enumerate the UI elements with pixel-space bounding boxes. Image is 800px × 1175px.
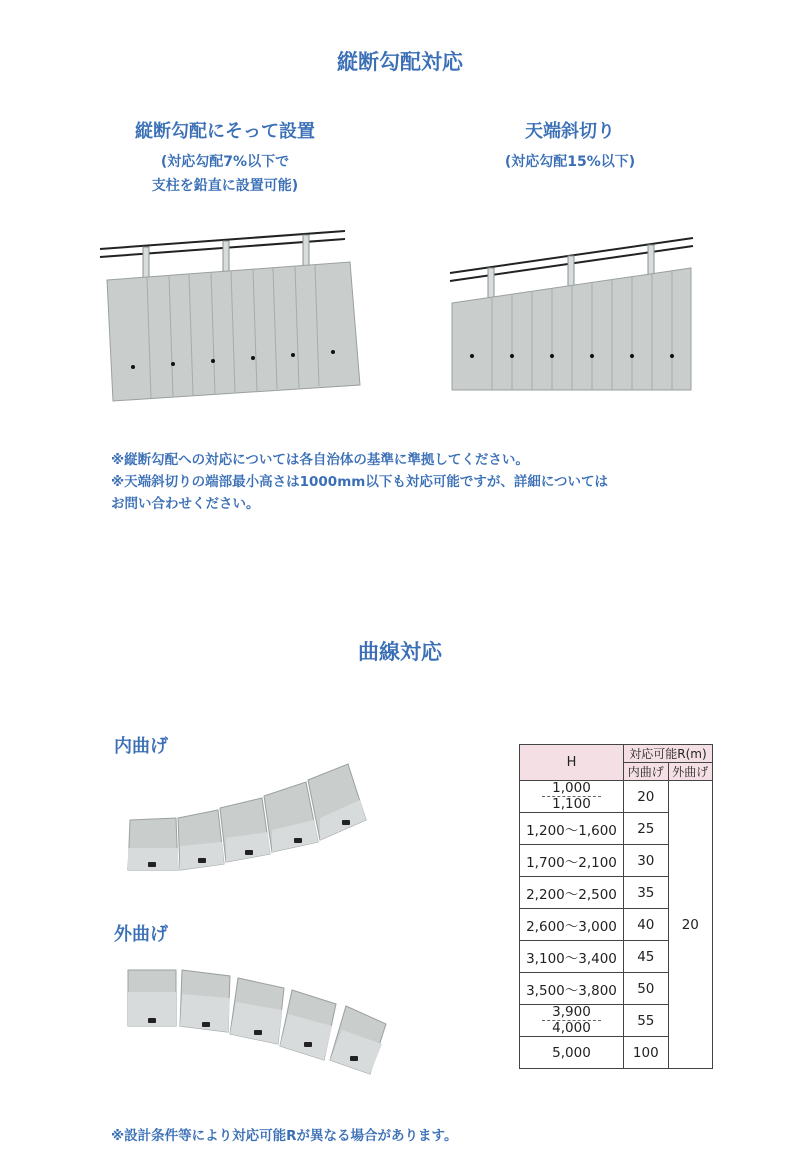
inner-r-value: 45: [623, 941, 668, 973]
inner-r-value: 35: [623, 877, 668, 909]
slope-follow-note-1: (対応勾配7%以下で: [160, 154, 290, 170]
inner-r-value: 50: [623, 973, 668, 1005]
inner-r-value: 55: [623, 1005, 668, 1037]
header-radius: 対応可能R(m): [623, 745, 712, 763]
h-value: 3,100～3,400: [520, 941, 624, 973]
h-value-top: 1,000: [542, 781, 601, 797]
h-value: 1,200～1,600: [520, 813, 624, 845]
slope-follow-fence-illustration: [95, 225, 365, 405]
h-value: 5,000: [520, 1037, 624, 1069]
outer-curve-illustration: [120, 962, 400, 1077]
curve-radius-table: [519, 744, 713, 1069]
h-value: 3,500～3,800: [520, 973, 624, 1005]
h-value-bottom: 4,000: [552, 1020, 591, 1036]
header-outer: 外曲げ: [668, 763, 712, 781]
section2-title: 曲線対応: [358, 640, 442, 664]
header-h: H: [520, 745, 624, 781]
slope-follow-heading: 縦断勾配にそって設置: [135, 121, 315, 142]
top-bevel-fence-illustration: [445, 228, 700, 393]
inner-r-value: 25: [623, 813, 668, 845]
inner-r-value: 20: [623, 781, 668, 813]
note-line-3: お問い合わせください。: [111, 496, 260, 512]
top-bevel-note: (対応勾配15%以下): [504, 154, 636, 170]
inner-curve-label: 内曲げ: [114, 736, 168, 757]
h-value: 1,700～2,100: [520, 845, 624, 877]
inner-r-value: 30: [623, 845, 668, 877]
table-row: [520, 781, 713, 813]
note-line-2: ※天端斜切りの端部最小高さは1000mm以下も対応可能ですが、詳細については: [111, 474, 609, 490]
inner-r-value: 100: [623, 1037, 668, 1069]
h-value: 2,600～3,000: [520, 909, 624, 941]
slope-follow-note-2: 支柱を鉛直に設置可能): [151, 178, 299, 194]
outer-curve-label: 外曲げ: [114, 924, 168, 945]
h-value-bottom: 1,100: [552, 796, 591, 812]
header-inner: 内曲げ: [623, 763, 668, 781]
inner-r-value: 40: [623, 909, 668, 941]
h-value-top: 3,900: [542, 1005, 601, 1021]
inner-curve-illustration: [120, 748, 380, 878]
h-value: 2,200～2,500: [520, 877, 624, 909]
outer-r-value: 20: [668, 781, 712, 1069]
section1-title: 縦断勾配対応: [337, 50, 463, 74]
note-line-1: ※縦断勾配への対応については各自治体の基準に準拠してください。: [111, 452, 529, 468]
footnote: ※設計条件等により対応可能Rが異なる場合があります。: [111, 1128, 458, 1144]
top-bevel-heading: 天端斜切り: [525, 121, 615, 142]
